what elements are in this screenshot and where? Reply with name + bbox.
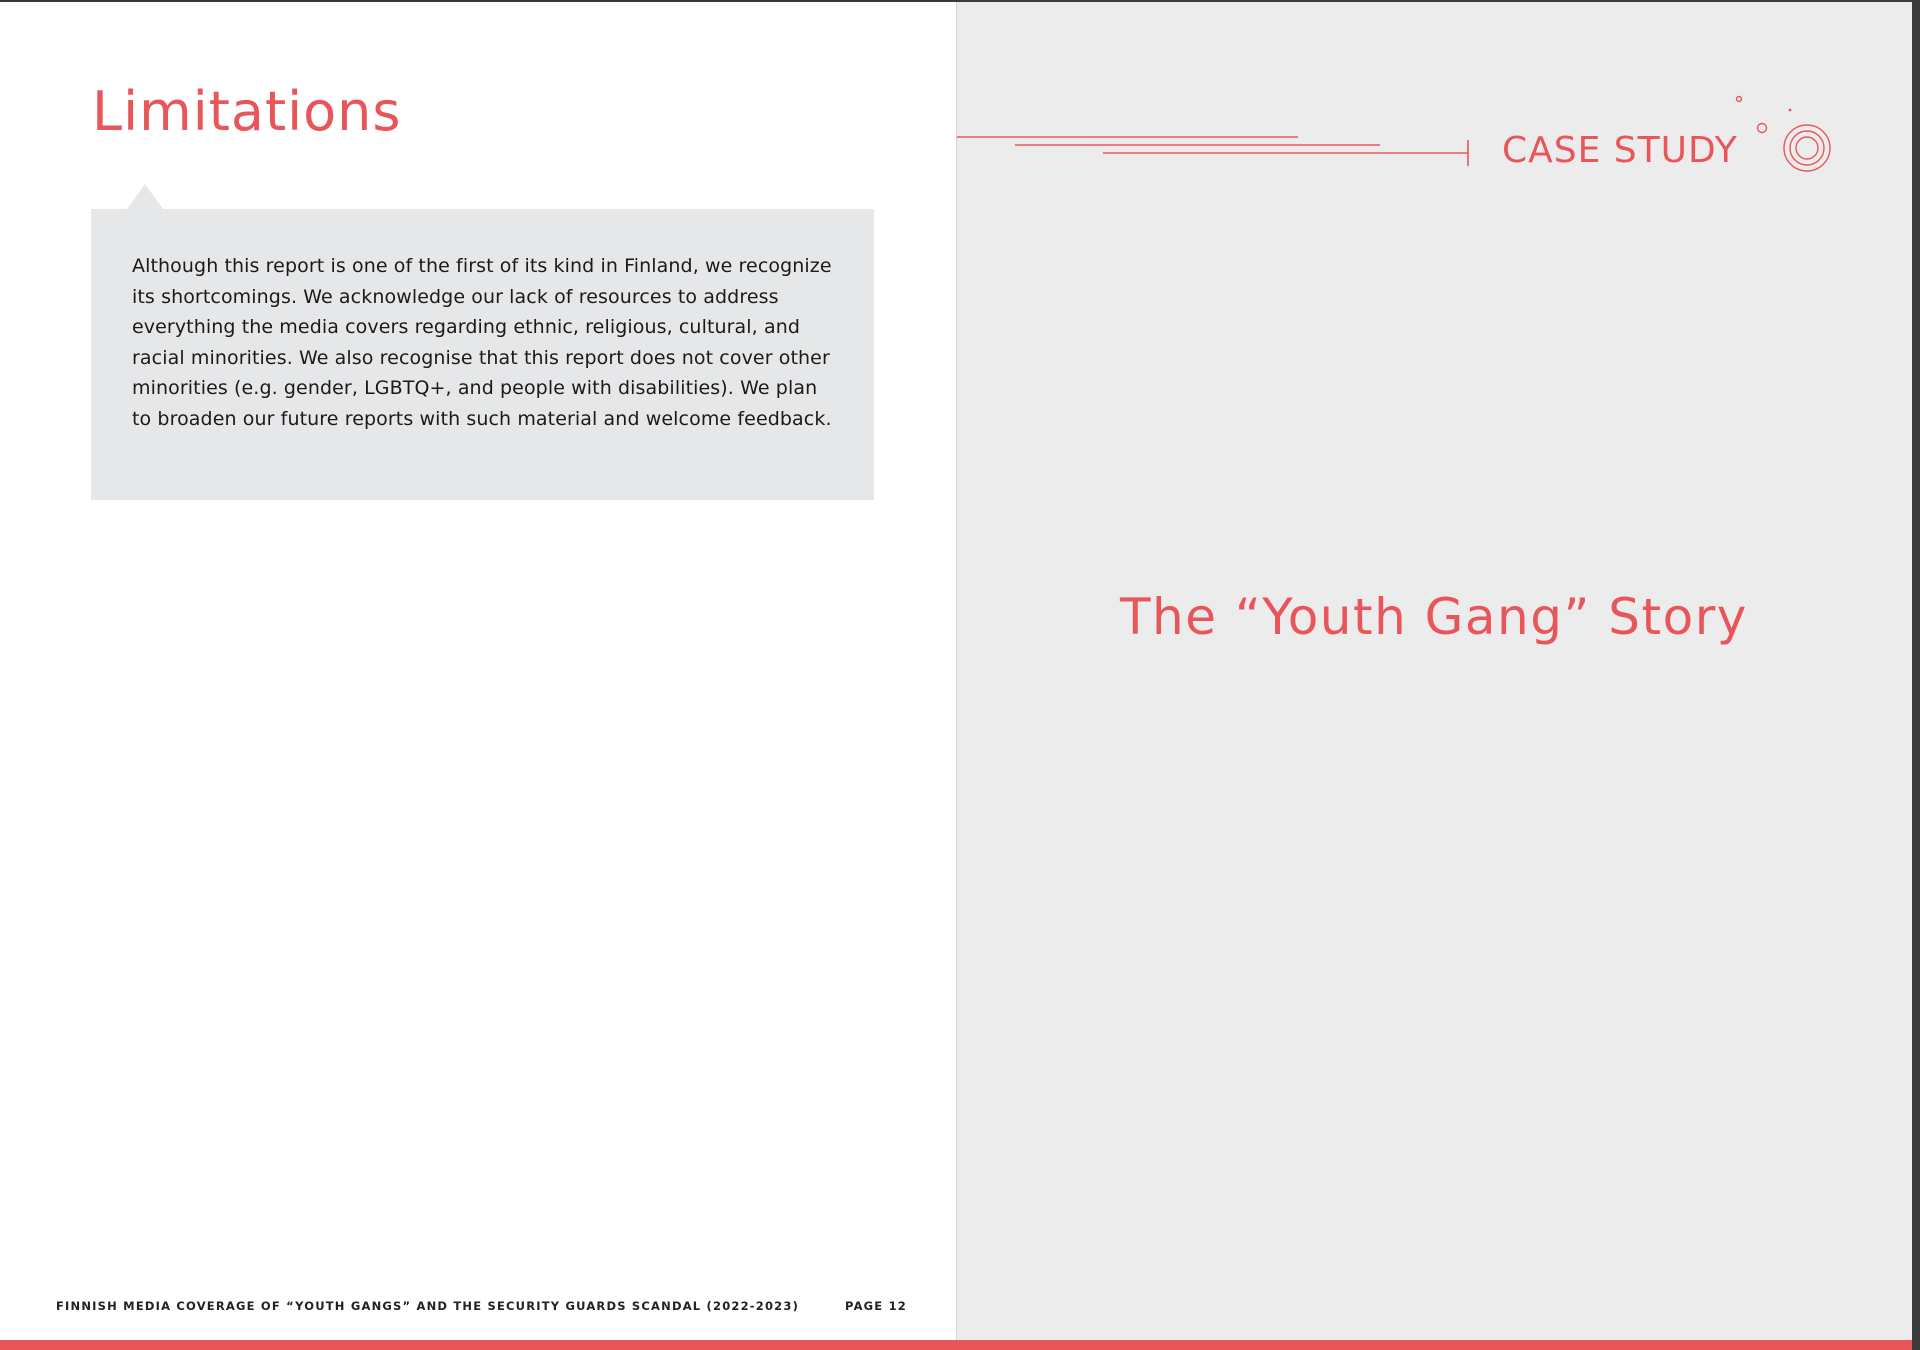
target-ring-inner — [1796, 137, 1818, 159]
target-ring-mid — [1790, 131, 1824, 165]
left-page — [0, 2, 956, 1342]
case-study-decoration — [957, 2, 1913, 202]
case-study-label: CASE STUDY — [1502, 130, 1738, 171]
target-icon — [1737, 97, 1831, 172]
decorative-lines — [957, 137, 1468, 166]
right-page — [956, 2, 1912, 1342]
right-edge-border — [1912, 0, 1920, 1350]
footer-page-number: PAGE 12 — [845, 1299, 907, 1313]
bubble-icon-1 — [1758, 124, 1767, 133]
accent-bottom-bar — [0, 1340, 1912, 1350]
target-ring-outer — [1784, 125, 1830, 171]
footer-report-title: FINNISH MEDIA COVERAGE OF “YOUTH GANGS” AND THE SECURITY GUARDS SCANDAL (2022-2023) — [56, 1299, 800, 1313]
bubble-icon-2 — [1737, 97, 1742, 102]
bubble-icon-3 — [1789, 109, 1792, 112]
callout-text: Although this report is one of the first of its kind in Finland, we recognize its shortcomings. We acknowledge our lack of resources to address everything the media covers regarding ethnic, religious, cultural, and racial minorities. We also recognise that this report does not cover other minorities (e.g. gender, LGBTQ+, and people with disabilities). We plan to broaden our future reports with such material and welcome feedback. — [132, 255, 832, 430]
case-study-title: The “Youth Gang” Story — [1120, 588, 1748, 646]
page-heading: Limitations — [92, 80, 402, 143]
limitations-callout — [91, 209, 874, 500]
callout-pointer — [127, 184, 163, 209]
